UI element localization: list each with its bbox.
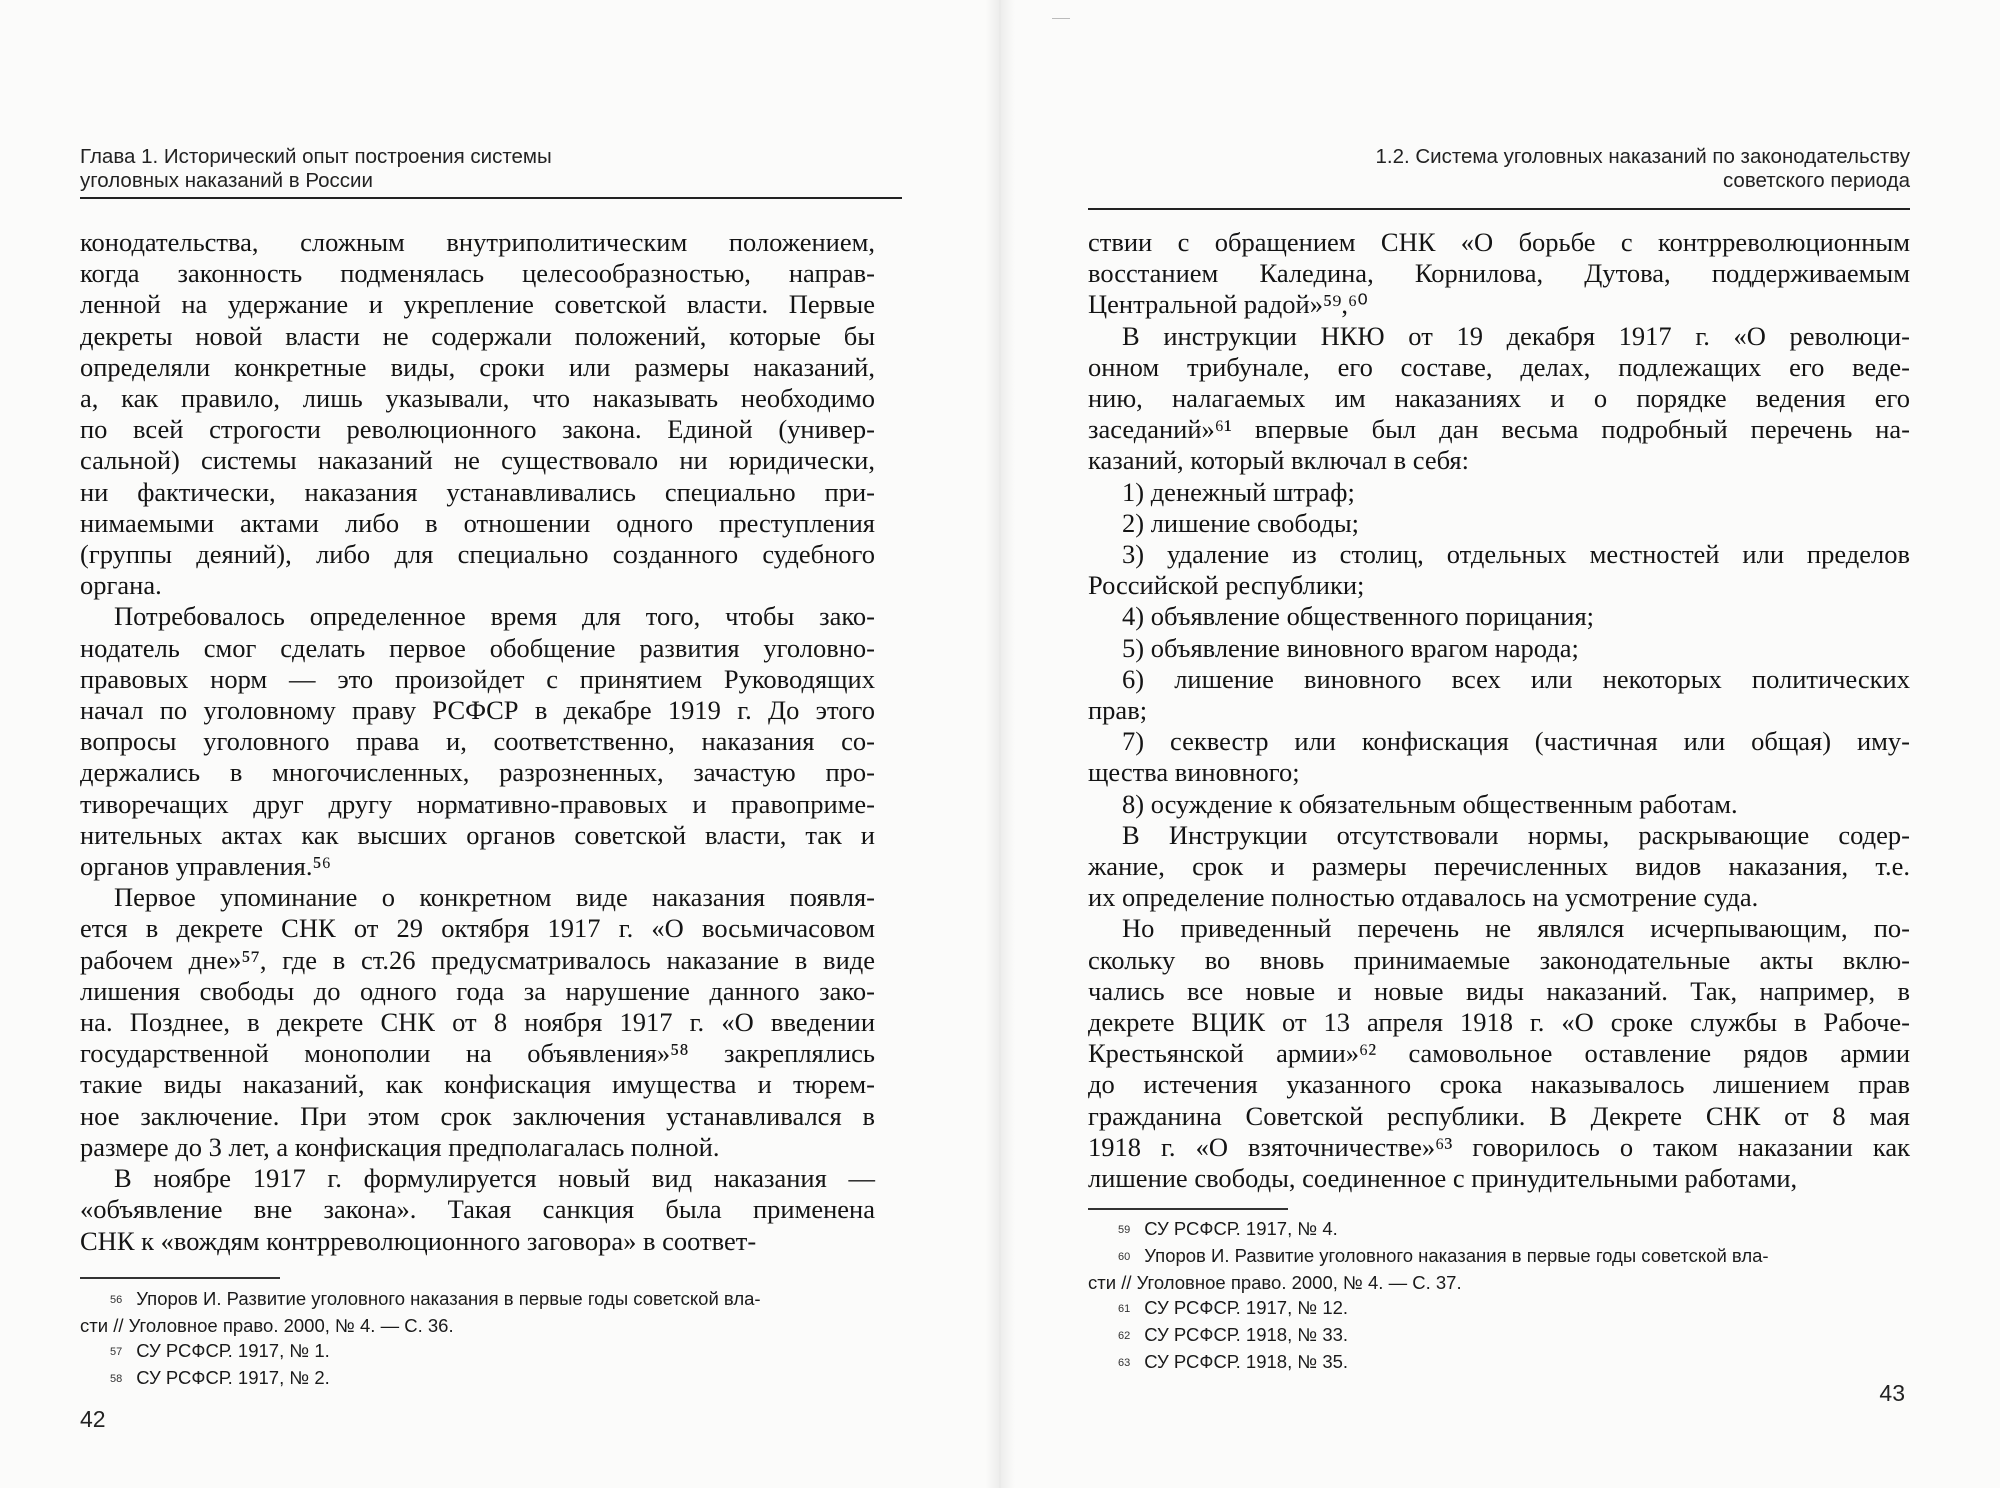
text-line: 7) секвестр или конфискация (частичная или общая) иму- (1122, 726, 1910, 757)
text-line: (группы деяний), либо для специально созданного судебного (80, 539, 875, 570)
footnote-line (80, 1338, 890, 1365)
text-line: жание, срок и размеры перечисленных видов наказания, т.е. (1088, 851, 1910, 882)
text-line: их определение полностью отдавалось на усмотрение суда. (1088, 882, 1759, 913)
text-line: Но приведенный перечень не являлся исчерпывающим, по- (1122, 913, 1910, 944)
footnote-marker: 56 (110, 1294, 123, 1306)
text-line: декрете ВЦИК от 13 апреля 1918 г. «О сроке службы в Рабоче- (1088, 1007, 1910, 1038)
footnote-text: СУ РСФСР. 1918, № 33. (1144, 1324, 1349, 1345)
scan-mark (1052, 18, 1070, 19)
footnote-text: СУ РСФСР. 1917, № 12. (1144, 1297, 1349, 1318)
text-line: правовых норм — это произойдет с принятием Руководящих (80, 663, 875, 694)
text-line: онном трибунале, его составе, делах, подлежащих его веде- (1088, 351, 1910, 382)
text-line: вопросы уголовного права и, соответственно, наказания со- (80, 726, 875, 757)
text-line: заседаний»⁶¹ впервые был дан весьма подробный перечень на- (1088, 414, 1910, 445)
text-line: 4) объявление общественного порицания; (1122, 601, 1595, 632)
text-line: 1) денежный штраф; (1122, 476, 1355, 507)
left-header-line: уголовных наказаний в России (80, 169, 373, 192)
footnote-marker: 62 (1118, 1330, 1131, 1342)
footnote-marker: 60 (1118, 1251, 1131, 1263)
text-line: Центральной радой»⁵⁹,⁶⁰ (1088, 289, 1368, 320)
text-line: такие виды наказаний, как конфискация имущества и тюрем- (80, 1069, 875, 1100)
text-line: «объявление вне закона». Такая санкция была применена (80, 1194, 875, 1225)
text-line: ни фактически, наказания устанавливались специально при- (80, 476, 875, 507)
right-footnotes (1088, 1216, 1910, 1376)
text-line: 5) объявление виновного врагом народа; (1122, 632, 1579, 663)
text-line: лишение свободы, соединенное с принудительными работами, (1088, 1163, 1798, 1194)
text-line: начал по уголовному праву РСФСР в декабре 1919 г. До этого (80, 695, 875, 726)
text-line: органа. (80, 570, 162, 601)
text-line: лишения свободы до одного года за нарушение данного зако- (80, 975, 875, 1006)
text-line: прав; (1088, 695, 1148, 726)
footnote-marker: 58 (110, 1373, 123, 1385)
text-line: щества виновного; (1088, 757, 1300, 788)
right-running-header (1090, 145, 1910, 193)
text-line: на. Позднее, в декрете СНК от 8 ноября 1917 г. «О введении (80, 1007, 875, 1038)
text-line: 6) лишение виновного всех или некоторых политических (1122, 663, 1910, 694)
left-body-text (80, 227, 875, 1257)
footnote-text: сти // Уголовное право. 2000, № 4. — С. 37. (1088, 1272, 1462, 1293)
right-footnote-rule (1088, 1208, 1288, 1210)
text-line: конодательства, сложным внутриполитическим положением, (80, 227, 875, 257)
text-line: ется в декрете СНК от 29 октября 1917 г. «О восьмичасовом (80, 913, 875, 944)
left-running-header (80, 145, 900, 193)
right-header-line: советского периода (1722, 169, 1910, 192)
text-line: скольку во вновь принимаемые законодательные акты вклю- (1088, 944, 1910, 975)
footnote-marker: 63 (1118, 1357, 1131, 1369)
text-line: ствии с обращением СНК «О борьбе с контрреволюционным (1088, 227, 1910, 257)
left-header-rule (80, 197, 902, 199)
text-line: В инструкции НКЮ от 19 декабря 1917 г. «О революци- (1122, 320, 1910, 351)
footnote-line (1088, 1322, 1910, 1349)
text-line: сальной) системы наказаний не существовало ни юридически, (80, 445, 875, 476)
text-line: гражданина Советской республики. В Декрете СНК от 8 мая (1088, 1100, 1910, 1131)
text-line: государственной монополии на объявления»⁵⁸ закреплялись (80, 1038, 875, 1069)
text-line: 3) удаление из столиц, отдельных местностей или пределов (1122, 539, 1910, 570)
left-footnotes (80, 1286, 890, 1392)
text-line: 8) осуждение к обязательным общественным работам. (1122, 788, 1738, 819)
text-line: ленной на удержание и укрепление советской власти. Первые (80, 289, 875, 320)
text-line: В Инструкции отсутствовали нормы, раскрывающие содер- (1122, 819, 1910, 850)
footnote-line (1088, 1243, 1910, 1270)
text-line: когда законность подменялась целесообразностью, направ- (80, 258, 875, 289)
footnote-marker: 61 (1118, 1303, 1131, 1315)
right-header-rule (1088, 208, 1910, 210)
text-line: Российской республики; (1088, 570, 1365, 601)
text-line: размере до 3 лет, а конфискация предполагалась полной. (80, 1131, 720, 1162)
text-line: держались в многочисленных, разрозненных, зачастую про- (80, 757, 875, 788)
footnote-text: СУ РСФСР. 1917, № 2. (136, 1367, 330, 1388)
book-gutter (985, 0, 1015, 1488)
left-page-number: 42 (80, 1406, 106, 1432)
left-header-line: Глава 1. Исторический опыт построения системы (80, 145, 552, 168)
text-line: восстанием Каледина, Корнилова, Дутова, поддерживаемым (1088, 258, 1910, 289)
footnote-line (80, 1286, 890, 1313)
footnote-line (1088, 1295, 1910, 1322)
footnote-line (1088, 1216, 1910, 1243)
text-line: а, как правило, лишь указывали, что наказывать необходимо (80, 383, 875, 414)
text-line: 2) лишение свободы; (1122, 507, 1359, 538)
footnote-line (1088, 1349, 1910, 1376)
text-line: по всей строгости революционного закона. Единой (универ- (80, 414, 875, 445)
right-header-line: 1.2. Система уголовных наказаний по законодательству (1375, 145, 1910, 168)
text-line: определяли конкретные виды, сроки или размеры наказаний, (80, 351, 875, 382)
footnote-text: СУ РСФСР. 1918, № 35. (1144, 1351, 1349, 1372)
text-line: Крестьянской армии»⁶² самовольное оставление рядов армии (1088, 1038, 1910, 1069)
text-line: чались все новые и новые виды наказаний. Так, например, в (1088, 975, 1910, 1006)
right-body-text (1088, 227, 1910, 1194)
text-line: органов управления.⁵⁶ (80, 851, 331, 882)
footnote-text: Упоров И. Развитие уголовного наказания в первые годы советской вла- (136, 1288, 761, 1309)
text-line: рабочем дне»⁵⁷, где в ст.26 предусматривалось наказание в виде (80, 944, 875, 975)
text-line: нодатель смог сделать первое обобщение развития уголовно- (80, 632, 875, 663)
text-line: нию, налагаемых им наказаниях и о порядке ведения его (1088, 383, 1910, 414)
text-line: 1918 г. «О взяточничестве»⁶³ говорилось о таком наказании как (1088, 1131, 1910, 1162)
text-line: нимаемыми актами либо в отношении одного преступления (80, 507, 875, 538)
text-line: В ноябре 1917 г. формулируется новый вид наказания — (114, 1163, 875, 1194)
footnote-line (80, 1365, 890, 1392)
text-line: Первое упоминание о конкретном виде наказания появля- (114, 882, 875, 913)
text-line: нительных актах как высших органов советской власти, так и (80, 819, 875, 850)
footnote-line (1088, 1270, 1910, 1295)
footnote-text: Упоров И. Развитие уголовного наказания в первые годы советской вла- (1144, 1245, 1769, 1266)
text-line: СНК к «вождям контрреволюционного заговора» в соответ- (80, 1225, 757, 1256)
text-line: ное заключение. При этом срок заключения устанавливался в (80, 1100, 875, 1131)
footnote-marker: 57 (110, 1346, 123, 1358)
text-line: тиворечащих друг другу нормативно-правовых и правоприме- (80, 788, 875, 819)
footnote-text: СУ РСФСР. 1917, № 1. (136, 1340, 330, 1361)
text-line: Потребовалось определенное время для того, чтобы зако- (114, 601, 875, 632)
left-footnote-rule (80, 1277, 280, 1279)
footnote-line (80, 1313, 890, 1338)
text-line: казаний, который включал в себя: (1088, 445, 1469, 476)
text-line: декреты новой власти не содержали положений, которые бы (80, 320, 875, 351)
footnote-text: СУ РСФСР. 1917, № 4. (1144, 1218, 1338, 1239)
right-page-number: 43 (1879, 1380, 1905, 1406)
footnote-marker: 59 (1118, 1224, 1131, 1236)
footnote-text: сти // Уголовное право. 2000, № 4. — С. 36. (80, 1315, 454, 1336)
text-line: до истечения указанного срока наказывалось лишением прав (1088, 1069, 1910, 1100)
